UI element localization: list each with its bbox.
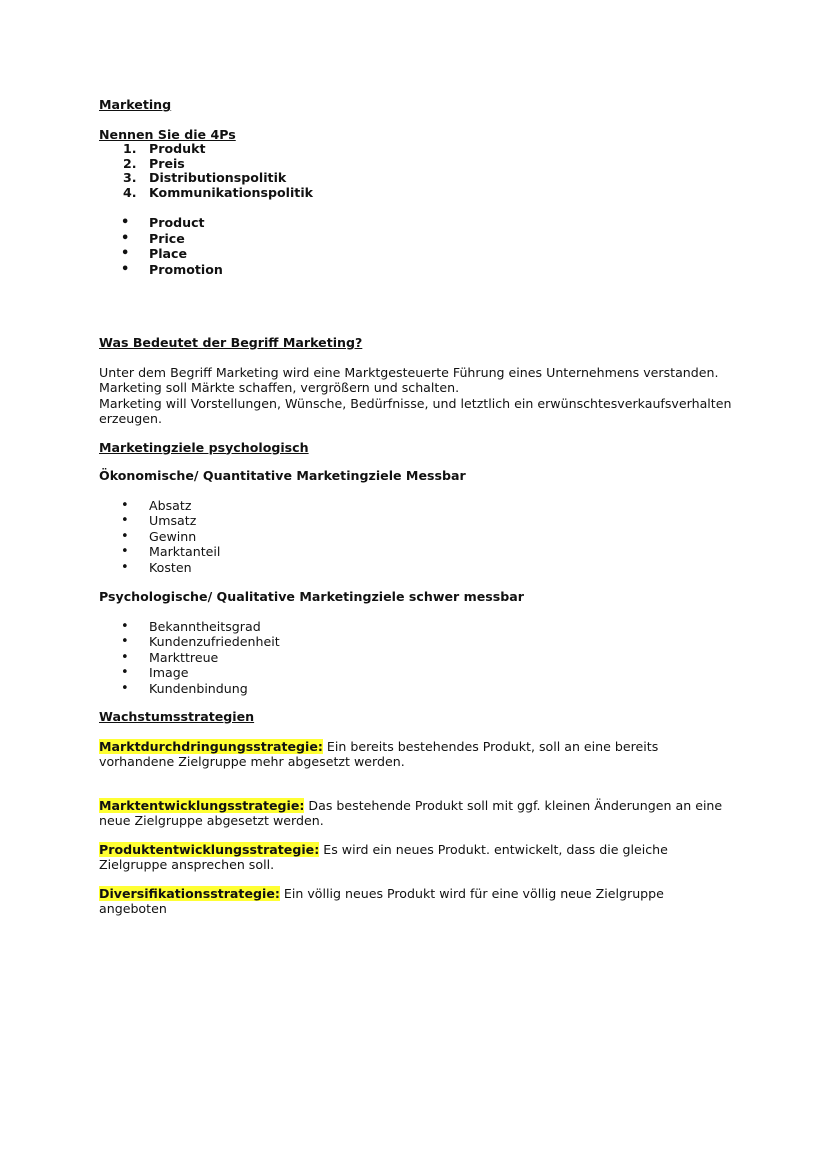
document-title: Marketing <box>99 97 172 112</box>
bullet-icon: • <box>121 246 130 261</box>
psychologisch-heading: Psychologische/ Qualitative Marketingziele schwer messbar <box>99 589 524 604</box>
list-item: • Markttreue <box>121 649 219 665</box>
bullet-icon: • <box>121 618 129 634</box>
strategy-produktentwicklung: Produktentwicklungsstrategie: Es wird ein neues Produkt. entwickelt, dass die gleiche Zielgruppe ansprechen soll. <box>99 841 668 872</box>
bullet-icon: • <box>121 513 129 528</box>
definition-line-3: Marketing will Vorstellungen, Wünsche, Bedürfnisse, und letztlich ein erwünschtesverkaufsverhalten erzeugen. <box>99 395 732 426</box>
strategy-term: Marktdurchdringungsstrategie: <box>99 738 323 754</box>
bullet-icon: • <box>121 559 129 575</box>
list-item: • Image <box>121 665 189 680</box>
bullet-icon: • <box>121 665 129 680</box>
strategy-term: Marktentwicklungsstrategie: <box>99 797 305 813</box>
strategy-term: Produktentwicklungsstrategie: <box>99 841 320 857</box>
bullet-icon: • <box>121 497 129 513</box>
list-item: • Promotion <box>121 261 223 277</box>
list-item: • Place <box>121 246 188 261</box>
list-item: • Marktanteil <box>121 544 221 559</box>
list-item: 1. Produkt <box>123 141 206 156</box>
bullet-icon: • <box>121 215 130 230</box>
psychologisch-list <box>99 619 739 697</box>
strategy-marktdurchdringung: Marktdurchdringungsstrategie: Ein bereits bestehendes Produkt, soll an eine bereits vorhandene Zielgruppe mehr abgesetzt werden. <box>99 738 659 769</box>
list-item: • Product <box>121 215 205 230</box>
oekonomisch-heading: Ökonomische/ Quantitative Marketingziele Messbar <box>99 468 466 483</box>
oekonomisch-list <box>99 498 739 576</box>
list-item: • Price <box>121 230 185 246</box>
strategy-term: Diversifikationsstrategie: <box>99 885 280 901</box>
definition-heading: Was Bedeutet der Begriff Marketing? <box>99 335 363 350</box>
bullet-icon: • <box>121 634 129 649</box>
document-content <box>99 97 739 917</box>
four-ps-numbered-list <box>99 142 739 200</box>
list-item: • Umsatz <box>121 513 197 528</box>
list-item: • Gewinn <box>121 528 197 544</box>
bullet-icon: • <box>121 528 129 544</box>
bullet-icon: • <box>121 649 129 665</box>
bullet-icon: • <box>121 261 130 277</box>
list-item: 3. Distributionspolitik <box>123 170 287 185</box>
list-item: • Kosten <box>121 559 192 575</box>
definition-line-1: Unter dem Begriff Marketing wird eine Marktgesteuerte Führung eines Unternehmens verstanden. <box>99 364 719 380</box>
bullet-icon: • <box>121 230 130 246</box>
bullet-icon: • <box>121 680 129 696</box>
four-ps-english-list <box>99 215 739 277</box>
list-item: 4. Kommunikationspolitik <box>123 184 314 200</box>
list-item: • Bekanntheitsgrad <box>121 618 261 634</box>
list-item: 2. Preis <box>123 155 185 171</box>
ziele-heading: Marketingziele psychologisch <box>99 439 309 455</box>
strategy-diversifikation: Diversifikationsstrategie: Ein völlig neues Produkt wird für eine völlig neue Zielgruppe angeboten <box>99 885 664 916</box>
definition-line-2: Marketing soll Märkte schaffen, vergrößern und schalten. <box>99 380 460 395</box>
list-item: • Absatz <box>121 497 192 513</box>
list-item: • Kundenbindung <box>121 680 248 696</box>
wachstum-heading: Wachstumsstrategien <box>99 709 255 724</box>
four-ps-heading: Nennen Sie die 4Ps <box>99 126 236 142</box>
bullet-icon: • <box>121 544 129 559</box>
strategy-marktentwicklung: Marktentwicklungsstrategie: Das bestehende Produkt soll mit ggf. kleinen Änderungen an eine neue Zielgruppe abgesetzt werden. <box>99 797 723 828</box>
list-item: • Kundenzufriedenheit <box>121 634 280 649</box>
